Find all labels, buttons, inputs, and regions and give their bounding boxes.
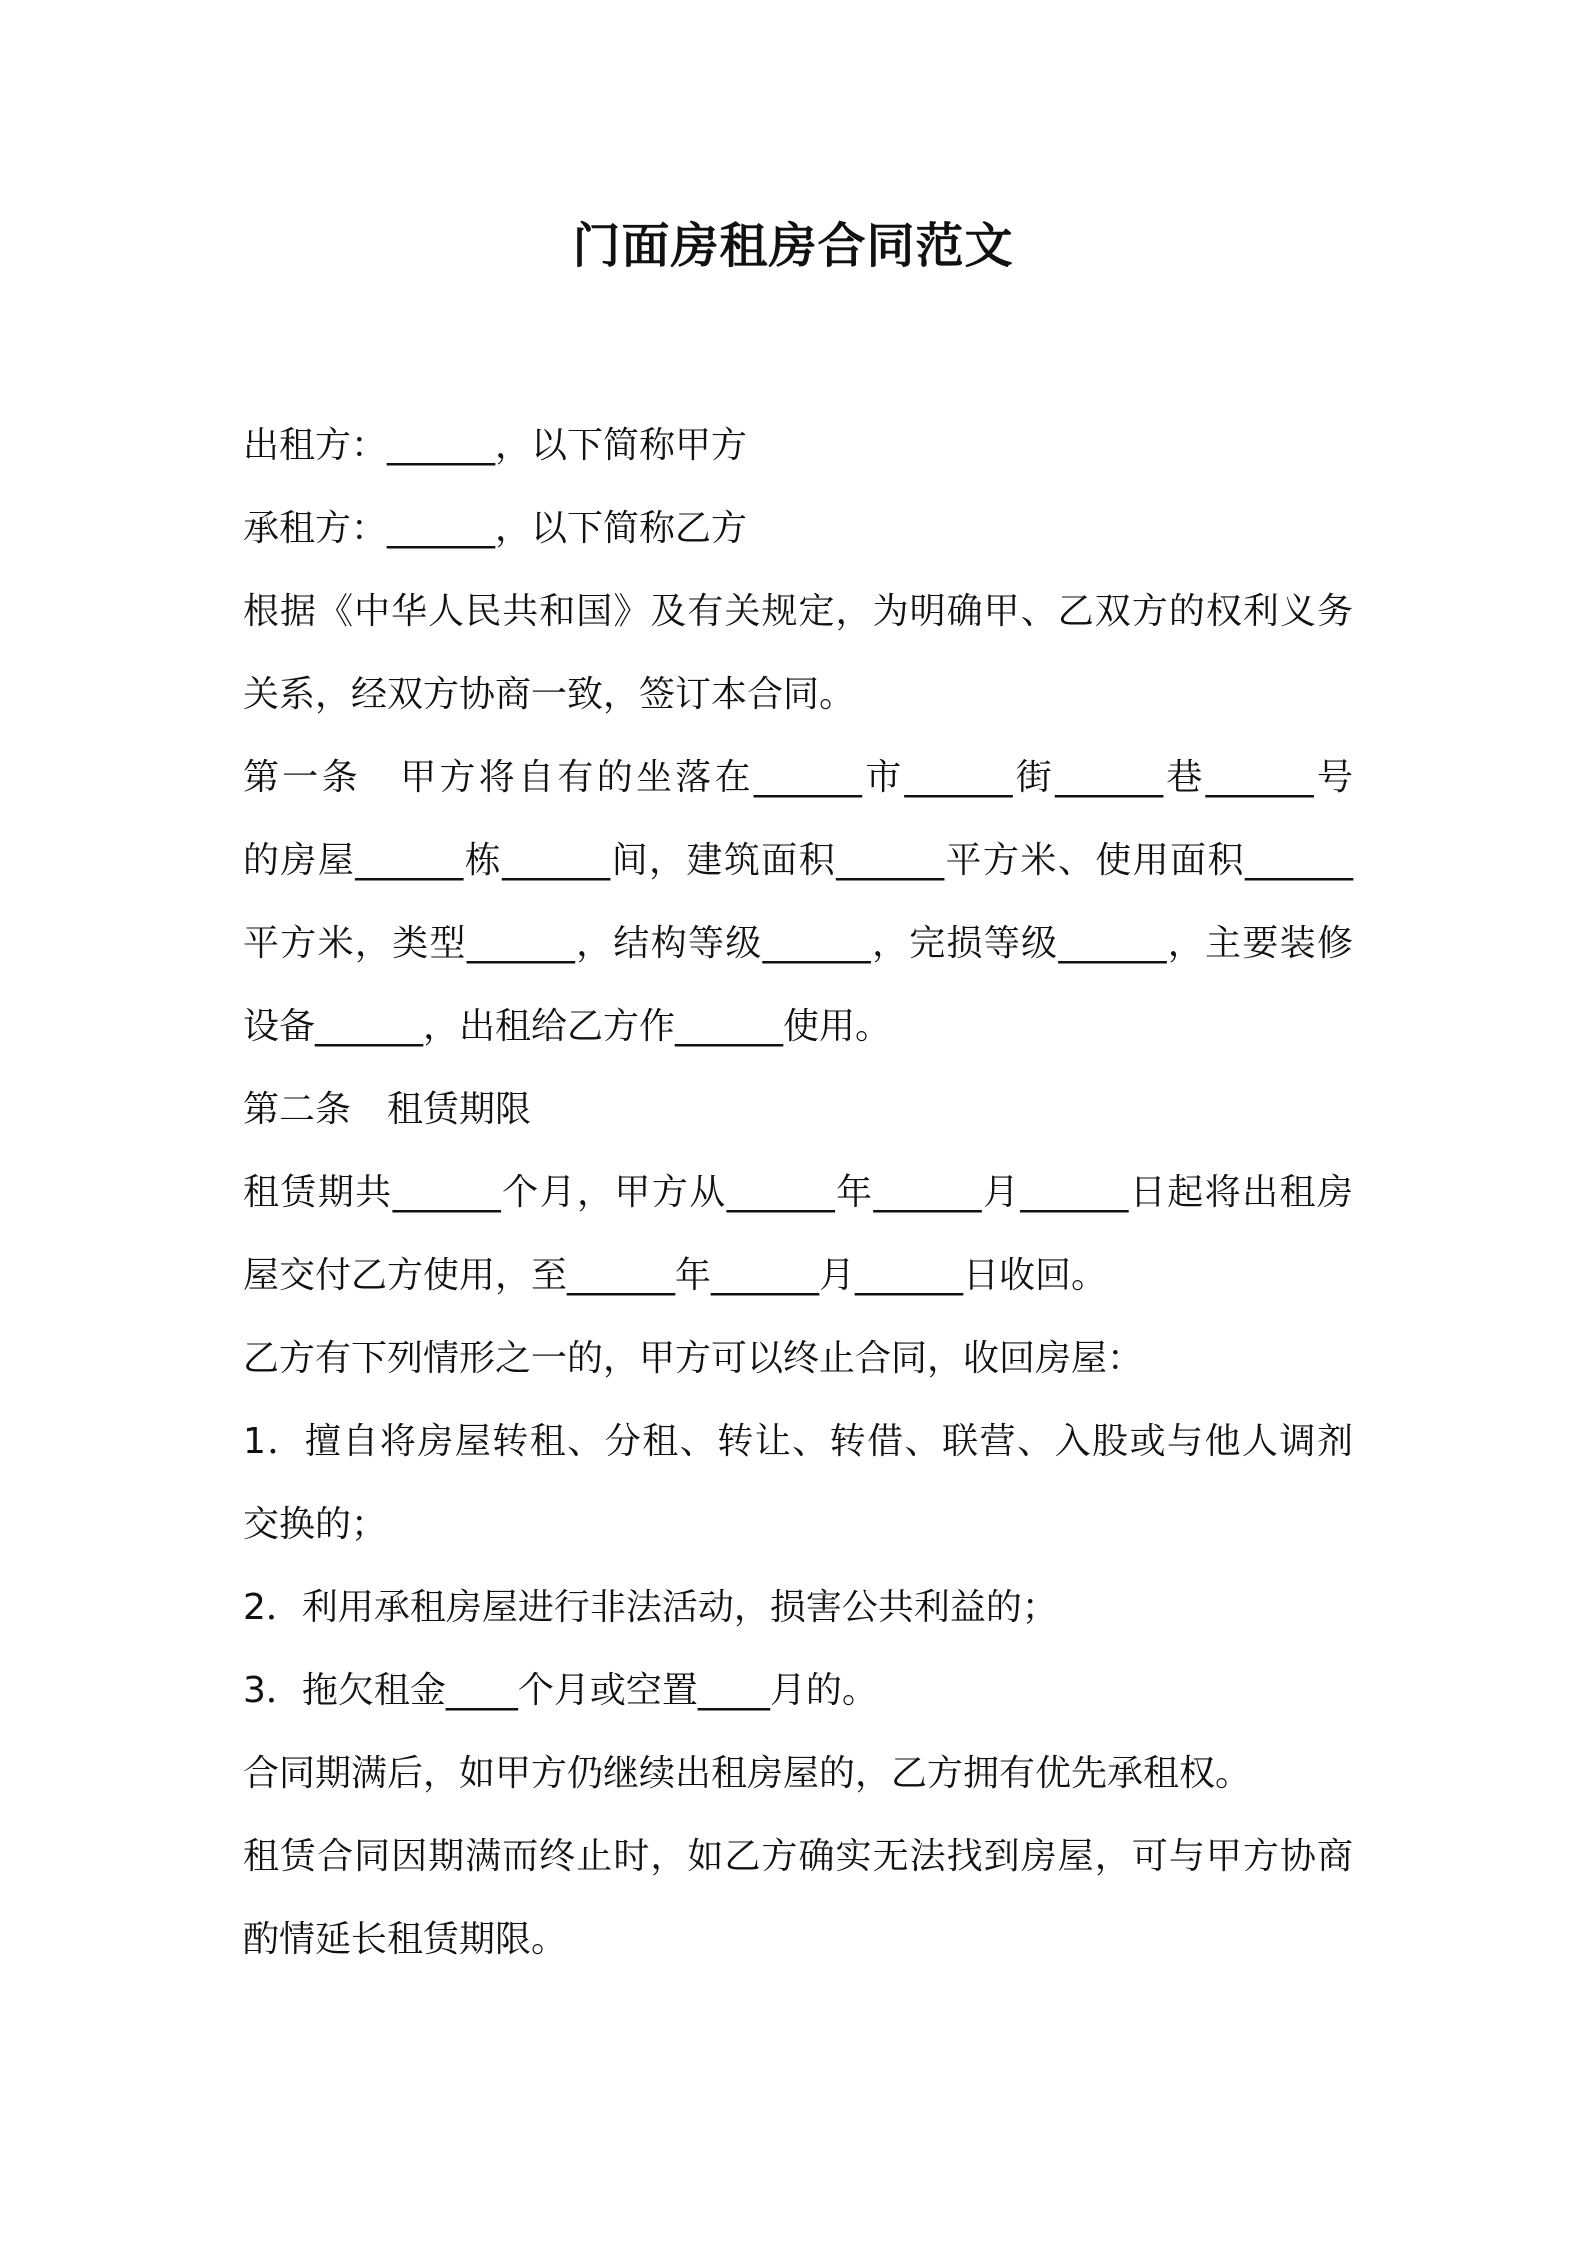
termination-item-3: 3．拖欠租金____个月或空置____月的。: [243, 1670, 878, 1711]
termination-item-1-line-2: 交换的；: [243, 1504, 388, 1545]
article-1-line-2: 的房屋______栋______间，建筑面积______平方米、使用面积______: [243, 840, 1353, 881]
document-title: 门面房租房合同范文: [572, 218, 1014, 274]
preamble-line-1: 根据《中华人民共和国》及有关规定，为明确甲、乙双方的权利义务: [243, 591, 1353, 632]
article-2-heading: 第二条 租赁期限: [243, 1089, 532, 1130]
extension-line-2: 酌情延长租赁期限。: [243, 1919, 568, 1960]
renewal-priority-line: 合同期满后，如甲方仍继续出租房屋的，乙方拥有优先承租权。: [243, 1753, 1252, 1794]
document-body: [243, 404, 1353, 1981]
article-1-line-3: 平方米，类型______，结构等级______，完损等级______，主要装修: [243, 923, 1353, 964]
termination-intro: 乙方有下列情形之一的，甲方可以终止合同，收回房屋：: [243, 1338, 1144, 1379]
termination-item-2: 2．利用承租房屋进行非法活动，损害公共利益的；: [243, 1587, 1058, 1628]
article-2-line-2: 屋交付乙方使用，至______年______月______日收回。: [243, 1255, 1108, 1296]
lessee-line: 承租方：______，以下简称乙方: [243, 508, 748, 549]
article-1-line-1: 第一条 甲方将自有的坐落在______市______街______巷______号: [243, 757, 1353, 798]
extension-line-1: 租赁合同因期满而终止时，如乙方确实无法找到房屋，可与甲方协商: [243, 1836, 1353, 1877]
article-1-line-4: 设备______，出租给乙方作______使用。: [243, 1006, 892, 1047]
termination-item-1-line-1: 1．擅自将房屋转租、分租、转让、转借、联营、入股或与他人调剂: [243, 1421, 1353, 1462]
article-2-line-1: 租赁期共______个月，甲方从______年______月______日起将出租房: [243, 1172, 1353, 1213]
preamble-line-2: 关系，经双方协商一致，签订本合同。: [243, 674, 856, 715]
lessor-line: 出租方：______，以下简称甲方: [243, 425, 748, 466]
